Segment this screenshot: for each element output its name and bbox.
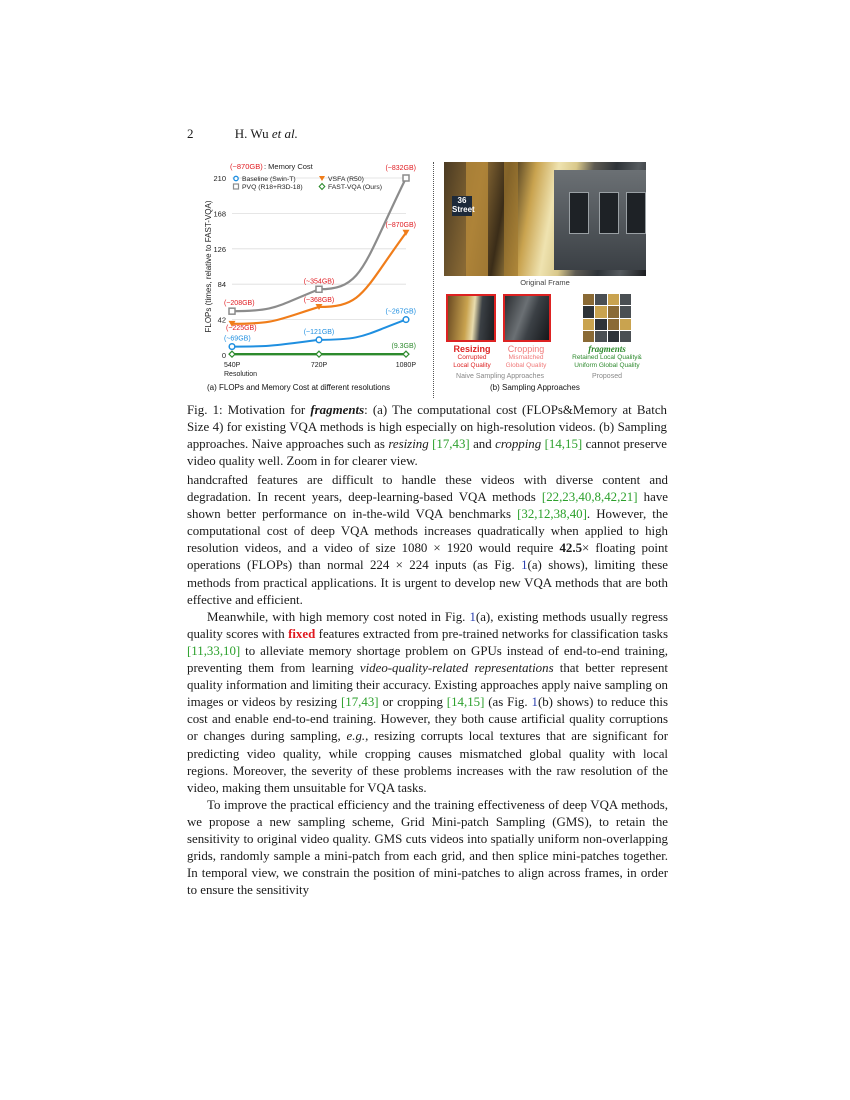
legend-marker <box>234 184 239 189</box>
resizing-thumbnail <box>446 294 496 342</box>
legend-label: VSFA (R50) <box>328 176 364 183</box>
memory-annotation: (~354GB) <box>303 278 335 286</box>
memory-annotation: (~69GB) <box>224 335 251 343</box>
citation-link[interactable]: [11,33,10] <box>187 643 241 658</box>
paragraph-3: To improve the practical efficiency and the training effectiveness of deep VQA methods, we propose a new sampling scheme, Grid Mini-patch Sampling (GMS), to retain the sensitivity to original video quality. GMS cuts videos into spatially uniform non-overlapping grids, randomly sample a mini-patch from each grid, and then splice mini-patches together. In temporal view, we constrain the position of mini-patches to align across frames, in order to ensure the sensitivity <box>187 797 668 898</box>
data-point <box>403 351 409 357</box>
figure-link[interactable]: 1 <box>521 558 528 573</box>
legend-marker <box>319 176 325 181</box>
memory-cost-title: (~870GB) <box>230 162 263 171</box>
resizing-label: Resizing Corrupted Local Quality <box>453 344 491 369</box>
y-tick-label: 42 <box>217 315 226 325</box>
y-tick-label: 126 <box>213 244 226 254</box>
x-tick-label: 1080P <box>395 362 416 369</box>
citation-link[interactable]: [32,12,38,40] <box>517 507 587 522</box>
data-point <box>229 308 235 314</box>
cropping-thumbnail <box>503 294 551 342</box>
proposed-label: Proposed <box>592 373 622 380</box>
memory-annotation: (~121GB) <box>303 328 335 336</box>
street-sign: 36 Street <box>452 196 475 214</box>
figure-caption: Fig. 1: Motivation for fragments: (a) The computational cost (FLOPs&Memory at Batch Size 4) for existing VQA methods is high especially on high-resolution videos. (b) Sampling approaches. Naive approaches such as resizing [17,43] and cropping [14,15] cannot preserve video quality well. Zoom in for clearer view. <box>187 403 668 468</box>
x-tick-label: 720P <box>310 362 328 369</box>
citation-link[interactable]: [22,23,40,8,42,21] <box>541 490 638 505</box>
data-point <box>316 337 322 343</box>
figure-link[interactable]: 1 <box>531 695 538 710</box>
original-frame-image <box>444 162 646 276</box>
legend-label: PVQ (R18+R3D-18) <box>242 184 303 191</box>
paragraph-2: Meanwhile, with high memory cost noted in Fig. 1(a), existing methods usually regress quality scores with fixed features extracted from pre-trained networks for classification tasks [11,33,10] to alleviate memory shortage problem on GPUs instead of end-to-end training, preventing them from learning video-quality-related representations that better represent quality information and limiting their accuracy. Existing approaches apply naive sampling on images or videos by resizing [17,43] or cropping [14,15] (as Fig. 1(b) shows) to reduce this cost and enable end-to-end training. However, they both cause artificial quality corruptions or changes during sampling, e.g., resizing corrupts local textures that are significant for predicting video quality, while cropping causes mismatched global quality with local regions. Moreover, the severity of these problems increases with the raw resolution of the video, making them unsuitable for VQA tasks. <box>187 609 669 795</box>
fragments-label: fragments Retained Local Quality& Uniform Global Quality <box>572 344 642 369</box>
subcaption-a: (a) FLOPs and Memory Cost at different resolutions <box>207 383 391 392</box>
citation-link[interactable]: [14,15] <box>544 437 583 451</box>
memory-annotation: (~208GB) <box>224 300 255 308</box>
y-tick-label: 210 <box>213 174 226 183</box>
figure-link[interactable]: 1 <box>469 609 476 624</box>
citation-link[interactable]: [17,43] <box>341 695 379 710</box>
data-point <box>229 351 235 357</box>
legend-label: Baseline (Swin-T) <box>242 176 296 183</box>
memory-annotation: (9.3GB) <box>391 343 416 351</box>
cropping-label: Cropping Mismatched Global Quality <box>505 344 547 369</box>
body-text <box>187 472 668 899</box>
citation-link[interactable]: [14,15] <box>446 695 485 710</box>
data-point <box>316 351 322 357</box>
page-number: 2 <box>187 126 194 141</box>
x-tick-label: 540P <box>224 362 241 369</box>
legend-label: FAST-VQA (Ours) <box>328 184 383 191</box>
naive-approaches-label: Naive Sampling Approaches <box>456 373 544 380</box>
y-tick-label: 84 <box>217 280 226 290</box>
page-header <box>187 126 298 142</box>
legend-marker <box>234 176 238 180</box>
y-axis-label: FLOPs (times, relative to FAST-VQA) <box>204 200 213 333</box>
figure-1 <box>187 158 667 398</box>
memory-annotation: (~870GB) <box>385 221 416 229</box>
photo-caption: Original Frame <box>520 278 570 287</box>
author-name: H. Wu <box>234 126 269 141</box>
data-point <box>403 317 409 323</box>
memory-annotation: (~225GB) <box>226 324 257 332</box>
flops-chart <box>187 158 433 398</box>
et-al: et al. <box>271 126 298 141</box>
y-tick-label: 0 <box>221 351 226 360</box>
subcaption-b: (b) Sampling Approaches <box>490 383 580 392</box>
legend-marker <box>319 184 325 190</box>
figure-divider <box>433 162 434 398</box>
memory-annotation: (~267GB) <box>385 308 416 316</box>
y-tick-label: 168 <box>213 209 226 219</box>
data-point <box>403 175 409 181</box>
memory-annotation: (~368GB) <box>303 296 335 304</box>
data-point <box>316 286 322 292</box>
memory-cost-title-label: : Memory Cost <box>264 162 313 171</box>
paragraph-1: handcrafted features are difficult to handle these videos with diverse content and degradation. In recent years, deep-learning-based VQA methods [22,23,40,8,42,21] have shown better performance on in-the-wild VQA benchmarks [32,12,38,40]. However, the computational cost of deep VQA methods increases quadratically when applied to high resolution videos, and a video of size 1080 × 1920 would require 42.5× floating point operations (FLOPs) than normal 224 × 224 inputs (as Fig. 1(a) shows), limiting these methods from practical applications. It is urgent to develop new VQA methods that are both effective and efficient. <box>187 473 668 607</box>
data-point <box>229 344 235 350</box>
citation-link[interactable]: [17,43] <box>432 437 470 451</box>
fragments-thumbnail <box>583 294 631 342</box>
memory-annotation: (~832GB) <box>385 165 416 172</box>
x-axis-label: Resolution <box>224 371 258 378</box>
